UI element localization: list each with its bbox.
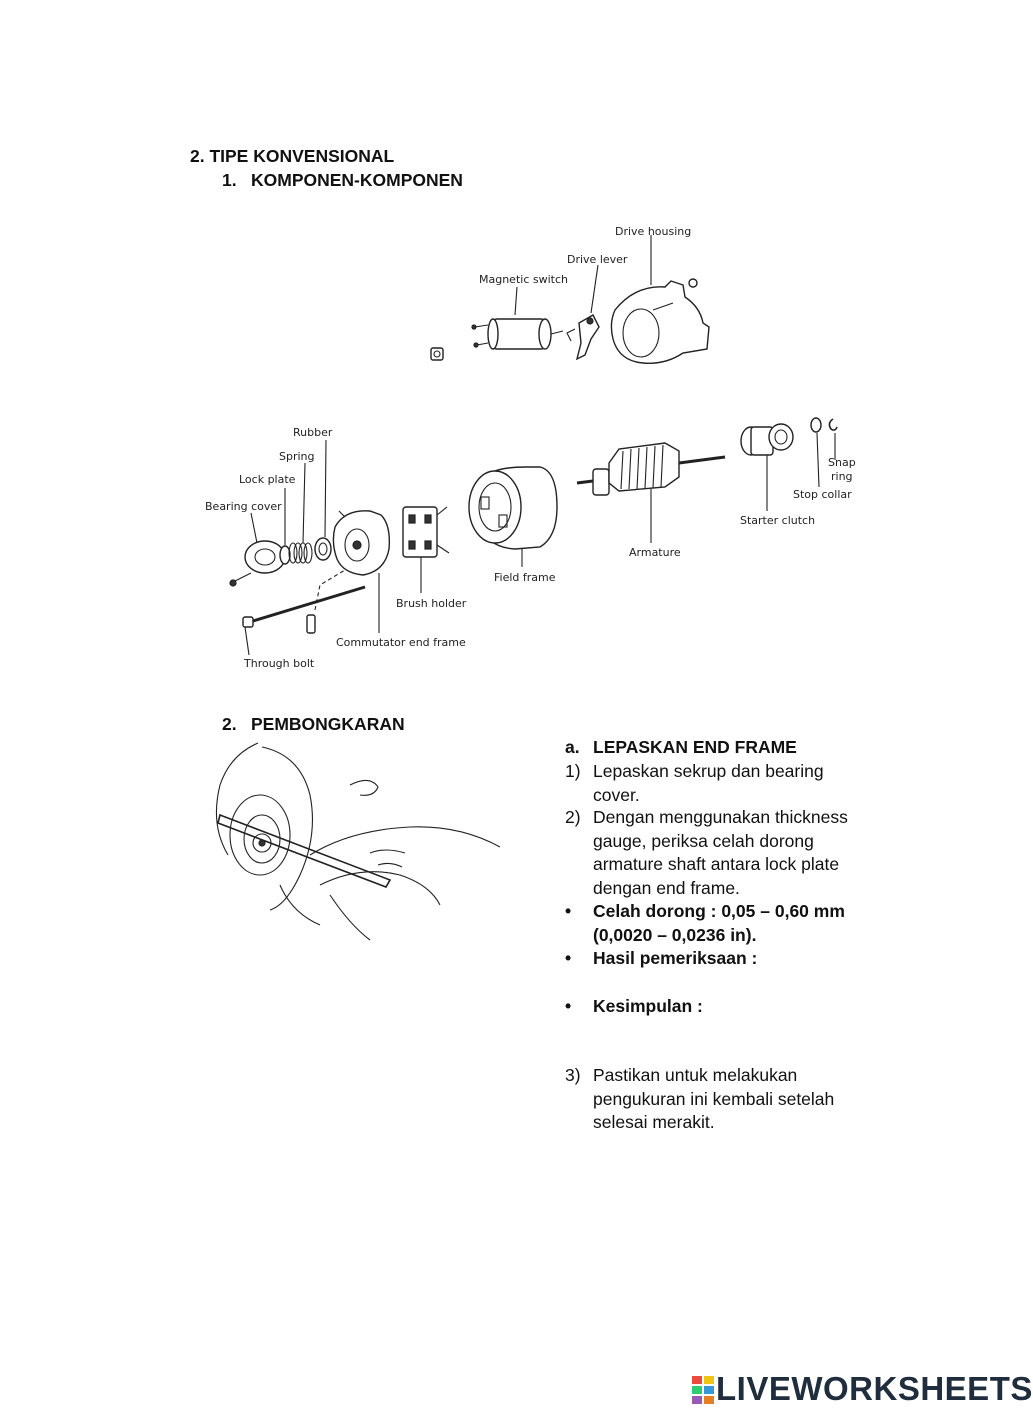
drive-lever-part [567,315,599,359]
label-field-frame: Field frame [494,571,556,584]
label-brush-holder: Brush holder [396,597,467,610]
lock-plate-part [280,546,290,564]
label-armature: Armature [629,546,681,559]
item-number: 1) [565,761,581,781]
label-starter-clutch: Starter clutch [740,514,816,527]
thickness-gauge-illustration [210,735,510,945]
item-number: 3) [565,1065,581,1085]
item-number: 2) [565,807,581,827]
subsection-2-title: PEMBONGKARAN [251,714,405,734]
armature-part [577,443,725,495]
item-text: Pastikan untuk melakukan pengukuran ini kembali setelah selesai merakit. [593,1065,835,1132]
bearing-cover-part [230,541,285,586]
step-a-marker: a. [565,737,580,757]
bullet-icon: • [565,948,572,968]
subsection-1-number: 1. [222,170,237,190]
starter-exploded-diagram [195,215,875,690]
label-bearing-cover: Bearing cover [205,500,282,513]
label-magnetic-switch: Magnetic switch [479,273,568,286]
step-a-title: LEPASKAN END FRAME [593,737,797,757]
label-snap: Snap [828,456,856,469]
label-commutator-end-frame: Commutator end frame [336,636,466,649]
brush-holder-part [403,507,449,557]
label-drive-housing: Drive housing [615,225,692,238]
label-through-bolt: Through bolt [244,657,315,670]
field-frame-part [469,467,557,549]
item-text: Lepaskan sekrup dan bearing cover. [593,761,824,805]
section-title: 2. TIPE KONVENSIONAL [190,146,395,166]
rubber-part [315,538,331,560]
spring-part [289,543,312,563]
logo-icon [692,1376,714,1404]
label-spring: Spring [279,450,315,463]
bullet-text: Kesimpulan : [593,996,703,1016]
bullet-text: Hasil pemeriksaan : [593,948,758,968]
nut-part [431,348,443,360]
bullet-text: Celah dorong : 0,05 – 0,60 mm (0,0020 – 0,0236 in). [593,901,845,945]
subsection-1-title: KOMPONEN-KOMPONEN [251,170,463,190]
through-bolt-part [243,587,365,633]
label-rubber: Rubber [293,426,333,439]
item-text: Dengan menggunakan thickness gauge, periksa celah dorong armature shaft antara lock plate dengan end frame. [593,807,848,898]
drive-housing-part [611,279,709,363]
commutator-end-frame-part [333,511,389,575]
label-lock-plate: Lock plate [239,473,296,486]
magnetic-switch-part [472,319,563,349]
liveworksheets-logo [692,1370,1033,1408]
snap-ring-part [829,419,837,430]
label-ring: ring [831,470,853,483]
label-drive-lever: Drive lever [567,253,628,266]
bullet-icon: • [565,901,572,921]
label-stop-collar: Stop collar [793,488,852,501]
bullet-icon: • [565,996,572,1016]
stop-collar-part [811,418,821,432]
starter-clutch-part [741,424,793,455]
logo-text: LIVEWORKSHEETS [716,1370,1033,1407]
subsection-2-number: 2. [222,714,237,734]
